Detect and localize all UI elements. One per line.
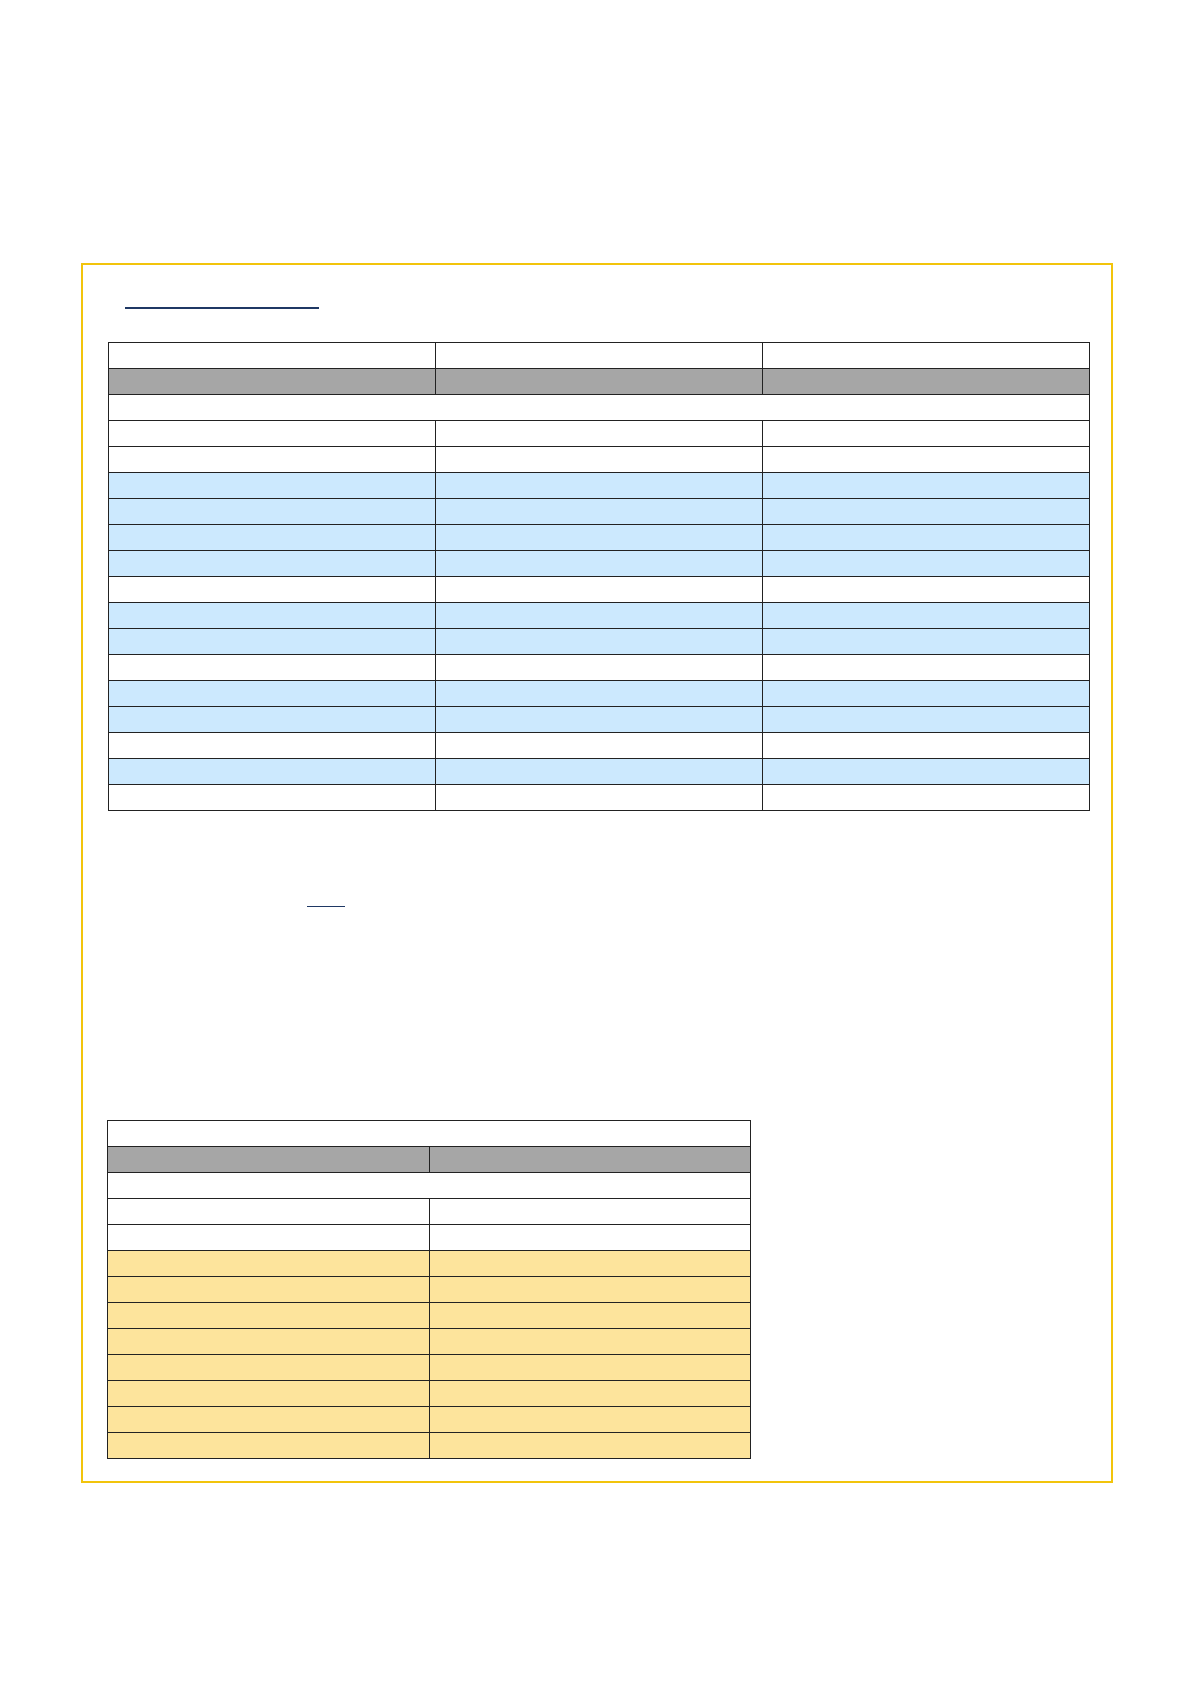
table-row — [109, 577, 1090, 603]
table-row — [108, 1277, 751, 1303]
table-row — [109, 655, 1090, 681]
table-cell — [109, 759, 436, 785]
table-cell — [109, 733, 436, 759]
table-row — [109, 343, 1090, 369]
table-cell — [763, 629, 1090, 655]
table-cell — [108, 1381, 430, 1407]
table-cell — [109, 447, 436, 473]
table-cell — [436, 785, 763, 811]
table-cell — [436, 577, 763, 603]
table-cell — [763, 525, 1090, 551]
table-cell — [763, 343, 1090, 369]
table-cell — [108, 1407, 430, 1433]
table-cell — [436, 421, 763, 447]
table-row — [108, 1225, 751, 1251]
table-row — [109, 525, 1090, 551]
table-row — [109, 629, 1090, 655]
table-cell — [109, 343, 436, 369]
table-cell — [436, 343, 763, 369]
table-cell — [109, 369, 436, 395]
table-cell — [763, 551, 1090, 577]
table-cell — [108, 1329, 430, 1355]
table-cell — [108, 1355, 430, 1381]
table-row — [109, 603, 1090, 629]
table-cell — [763, 681, 1090, 707]
table-cell — [436, 525, 763, 551]
table-cell — [429, 1329, 751, 1355]
table-row — [108, 1381, 751, 1407]
table-cell — [436, 473, 763, 499]
table-row — [108, 1303, 751, 1329]
table-header-row — [109, 369, 1090, 395]
table-cell — [763, 707, 1090, 733]
table-row — [109, 447, 1090, 473]
table-cell — [108, 1433, 430, 1459]
table-cell — [436, 759, 763, 785]
table-section-row — [109, 395, 1090, 421]
table-cell — [429, 1303, 751, 1329]
table-cell — [429, 1199, 751, 1225]
table-cell — [108, 1251, 430, 1277]
table-cell — [108, 1225, 430, 1251]
table-row — [108, 1329, 751, 1355]
table-row — [109, 421, 1090, 447]
data-table-top — [108, 342, 1090, 811]
table-row — [108, 1251, 751, 1277]
table-header-row — [108, 1147, 751, 1173]
table-cell — [109, 551, 436, 577]
table-cell — [436, 551, 763, 577]
table-row — [109, 551, 1090, 577]
table-cell — [109, 499, 436, 525]
table-cell — [429, 1407, 751, 1433]
table-row — [108, 1407, 751, 1433]
table-cell — [109, 395, 1090, 421]
table-cell — [763, 369, 1090, 395]
table-cell — [429, 1147, 751, 1173]
table-row — [109, 759, 1090, 785]
table-cell — [436, 499, 763, 525]
table-cell — [763, 499, 1090, 525]
table-cell — [108, 1121, 751, 1147]
table-row — [109, 707, 1090, 733]
table-cell — [109, 655, 436, 681]
table-section-row — [108, 1121, 751, 1147]
table-cell — [763, 447, 1090, 473]
table-cell — [429, 1225, 751, 1251]
table-cell — [436, 603, 763, 629]
table-cell — [763, 759, 1090, 785]
table-row — [108, 1433, 751, 1459]
table-cell — [429, 1355, 751, 1381]
table-cell — [109, 603, 436, 629]
table-row — [109, 473, 1090, 499]
table-cell — [763, 421, 1090, 447]
table-cell — [436, 733, 763, 759]
table-cell — [429, 1381, 751, 1407]
table-cell — [429, 1277, 751, 1303]
table-cell — [763, 603, 1090, 629]
table-row — [108, 1199, 751, 1225]
table-cell — [436, 681, 763, 707]
table-cell — [109, 525, 436, 551]
table-cell — [108, 1303, 430, 1329]
table-cell — [436, 369, 763, 395]
table-row — [109, 785, 1090, 811]
table-cell — [109, 577, 436, 603]
table-cell — [108, 1173, 751, 1199]
table-cell — [109, 421, 436, 447]
table-row — [109, 733, 1090, 759]
table-cell — [108, 1147, 430, 1173]
table-cell — [429, 1251, 751, 1277]
heading-link-underline[interactable] — [125, 307, 319, 309]
table-cell — [763, 577, 1090, 603]
inline-link-underline[interactable] — [307, 906, 345, 907]
table-cell — [108, 1277, 430, 1303]
table-row — [108, 1355, 751, 1381]
table-cell — [763, 655, 1090, 681]
table-row — [109, 681, 1090, 707]
table-cell — [436, 447, 763, 473]
table-cell — [109, 629, 436, 655]
data-table-bottom — [107, 1120, 751, 1459]
table-cell — [108, 1199, 430, 1225]
table-cell — [109, 681, 436, 707]
table-cell — [436, 629, 763, 655]
table-cell — [436, 707, 763, 733]
table-section-row — [108, 1173, 751, 1199]
table-cell — [109, 785, 436, 811]
table-row — [109, 499, 1090, 525]
table-cell — [109, 707, 436, 733]
table-cell — [109, 473, 436, 499]
table-cell — [763, 473, 1090, 499]
table-cell — [429, 1433, 751, 1459]
table-cell — [763, 733, 1090, 759]
table-cell — [763, 785, 1090, 811]
table-cell — [436, 655, 763, 681]
